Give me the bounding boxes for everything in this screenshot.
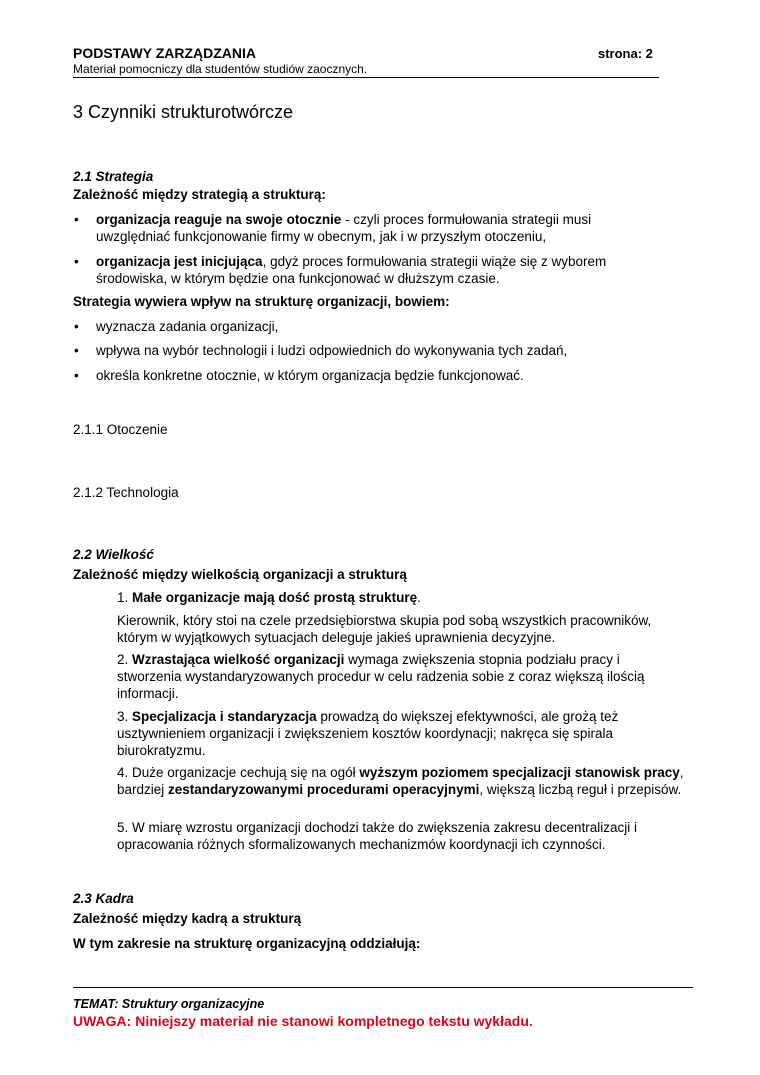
subsection-heading-technology: 2.1.2 Technologia bbox=[73, 485, 179, 500]
section-heading-strategy: 2.1 Strategia bbox=[73, 169, 154, 184]
bullet-marker: • bbox=[74, 212, 79, 227]
list-item: organizacja jest inicjująca, gdyż proces formułowania strategii wiąże się z wyborem środowiska, w którym będzie ona funkcjonować w dłuższym czasie. bbox=[96, 254, 607, 287]
list-item: określa konkretne otocznie, w którym organizacja będzie funkcjonować. bbox=[96, 368, 524, 383]
numbered-item: 4. Duże organizacje cechują się na ogół wyższym poziomem specjalizacji stanowisk pracy, bardziej zestandaryzowanymi procedurami operacyjnymi, większą liczbą reguł i przepisów. bbox=[117, 765, 684, 798]
list-item: wpływa na wybór technologii i ludzi odpowiednich do wykonywania tych zadań, bbox=[96, 343, 568, 358]
page-number: strona: 2 bbox=[598, 46, 653, 61]
list-item: wyznacza zadania organizacji, bbox=[96, 319, 279, 334]
strategy-influence: Strategia wywiera wpływ na strukturę organizacji, bowiem: bbox=[73, 294, 450, 309]
document-subtitle: Materiał pomocniczy dla studentów studiów zaocznych. bbox=[73, 62, 368, 76]
footer-topic: TEMAT: Struktury organizacyjne bbox=[73, 997, 265, 1011]
document-title: PODSTAWY ZARZĄDZANIA bbox=[73, 45, 257, 61]
size-relation: Zależność między wielkością organizacji a strukturą bbox=[73, 567, 407, 582]
bullet-marker: • bbox=[74, 368, 79, 383]
subsection-heading-environment: 2.1.1 Otoczenie bbox=[73, 422, 168, 437]
bullet-marker: • bbox=[74, 319, 79, 334]
paragraph: Kierownik, który stoi na czele przedsiębiorstwa skupia pod sobą wszystkich pracowników, którym w wyjątkowych sytuacjach deleguje jakieś uprawnienia decyzyjne. bbox=[117, 613, 652, 646]
section-heading-staff: 2.3 Kadra bbox=[73, 891, 134, 906]
chapter-title: 3 Czynniki strukturotwórcze bbox=[73, 102, 294, 122]
bullet-marker: • bbox=[74, 254, 79, 269]
bullet-marker: • bbox=[74, 343, 79, 358]
numbered-item: 1. Małe organizacje mają dość prostą strukturę. bbox=[117, 590, 421, 605]
strategy-relation: Zależność między strategią a strukturą: bbox=[73, 187, 326, 202]
footer-warning: UWAGA: Niniejszy materiał nie stanowi kompletnego tekstu wykładu. bbox=[73, 1013, 533, 1029]
numbered-item: 5. W miarę wzrostu organizacji dochodzi także do zwiększenia zakresu decentralizacji i opracowania różnych sformalizowanych mechanizmów koordynacji ich czynności. bbox=[117, 820, 637, 853]
header-divider bbox=[73, 77, 659, 78]
list-item: organizacja reaguje na swoje otocznie - czyli proces formułowania strategii musi uwzględniać funkcjonowanie firmy w obecnym, jak i w przyszłym otoczeniu, bbox=[96, 212, 592, 245]
numbered-item: 2. Wzrastająca wielkość organizacji wymaga zwiększenia stopnia podziału pracy i stworzenia wystandaryzowanych procedur w celu radzenia sobie z coraz większą ilością informacji. bbox=[117, 652, 645, 702]
numbered-item: 3. Specjalizacja i standaryzacja prowadzą do większej efektywności, ale grożą też usztywnieniem organizacji i zwiększeniem kosztów koordynacji; nakręca się spirala biurokratyzmu. bbox=[117, 709, 619, 759]
section-heading-size: 2.2 Wielkość bbox=[73, 547, 154, 562]
staff-relation: Zależność między kadrą a strukturą bbox=[73, 911, 302, 926]
footer-divider bbox=[73, 987, 693, 988]
staff-scope: W tym zakresie na strukturę organizacyjną oddziałują: bbox=[73, 936, 421, 951]
